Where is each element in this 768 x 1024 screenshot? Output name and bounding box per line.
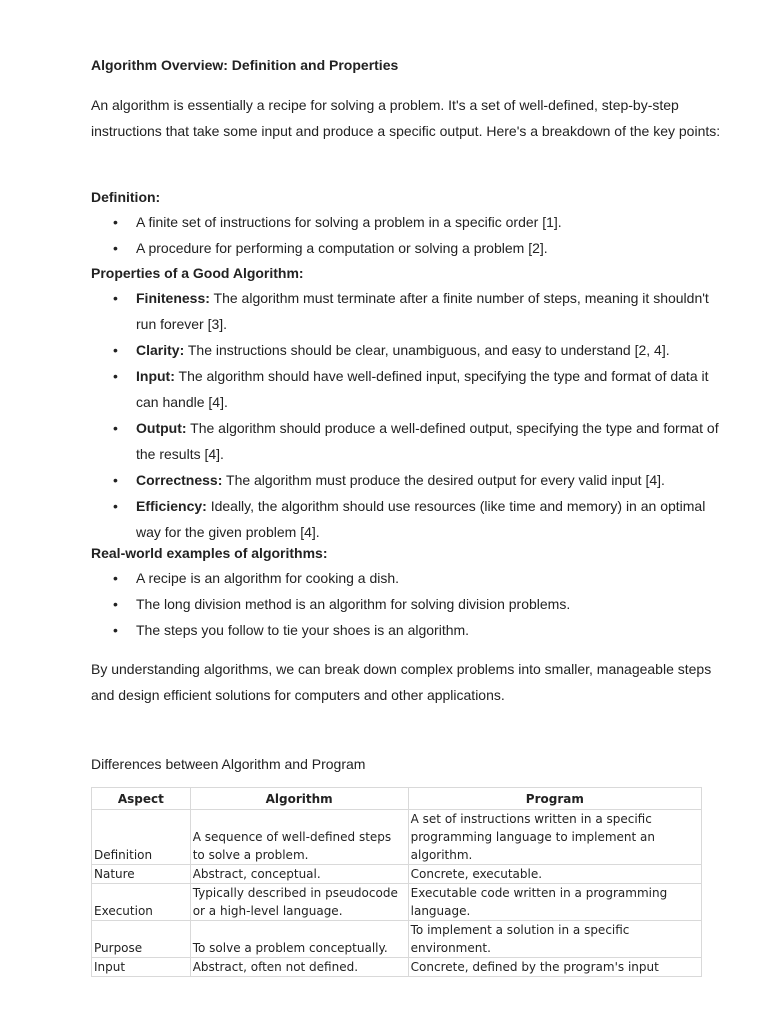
table-cell: Execution: [92, 884, 191, 921]
list-item: [91, 415, 721, 467]
table-cell: Concrete, executable.: [408, 865, 701, 884]
intro-paragraph: An algorithm is essentially a recipe for solving a problem. It's a set of well-defined, step-by-step instructions that take some input and produce a specific output. Here's a breakdown of the key points:: [91, 97, 721, 139]
document-title: Algorithm Overview: Definition and Properties: [91, 57, 399, 73]
table-cell: To solve a problem conceptually.: [190, 921, 408, 958]
list-item: • The steps you follow to tie your shoes is an algorithm.: [91, 617, 721, 643]
table-cell: Nature: [92, 865, 191, 884]
table-cell: Abstract, often not defined.: [190, 958, 408, 977]
property-text: Ideally, the algorithm should use resources (like time and memory) in an optimal way for the given problem [4].: [136, 498, 706, 540]
list-item: • The long division method is an algorithm for solving division problems.: [91, 591, 721, 617]
properties-heading: Properties of a Good Algorithm:: [91, 265, 304, 281]
list-item: [91, 337, 721, 363]
table-cell: Concrete, defined by the program's input: [408, 958, 701, 977]
list-item: [91, 285, 721, 337]
table-cell: A set of instructions written in a specific programming language to implement an algorithm.: [408, 810, 701, 865]
comparison-table: [91, 787, 702, 977]
examples-heading: Real-world examples of algorithms:: [91, 545, 328, 561]
table-caption: Differences between Algorithm and Program: [91, 756, 366, 772]
property-term: Input:: [136, 368, 175, 384]
property-text: The algorithm must produce the desired output for every valid input [4].: [222, 472, 665, 488]
definition-heading: Definition:: [91, 189, 161, 205]
list-item: [91, 493, 721, 545]
table-cell: Definition: [92, 810, 191, 865]
property-text: The algorithm must terminate after a finite number of steps, meaning it shouldn't run forever [3].: [136, 290, 709, 332]
table-cell: A sequence of well-defined steps to solve a problem.: [190, 810, 408, 865]
property-text: The algorithm should produce a well-defined output, specifying the type and format of the results [4].: [136, 420, 719, 462]
table-cell: Purpose: [92, 921, 191, 958]
table-cell: Input: [92, 958, 191, 977]
table-row: [92, 810, 702, 865]
table-row: [92, 865, 702, 884]
property-text: The algorithm should have well-defined input, specifying the type and format of data it can handle [4].: [136, 368, 709, 410]
properties-list: [91, 285, 721, 545]
column-header-aspect: Aspect: [92, 788, 191, 810]
table-header-row: [92, 788, 702, 810]
table-row: [92, 884, 702, 921]
list-item: [91, 467, 721, 493]
table-cell: To implement a solution in a specific environment.: [408, 921, 701, 958]
definition-list: [91, 209, 721, 261]
property-term: Finiteness:: [136, 290, 210, 306]
table-row: [92, 921, 702, 958]
property-term: Efficiency:: [136, 498, 207, 514]
list-item: • A recipe is an algorithm for cooking a dish.: [91, 565, 721, 591]
list-item: [91, 363, 721, 415]
property-term: Correctness:: [136, 472, 223, 488]
column-header-algorithm: Algorithm: [190, 788, 408, 810]
property-term: Output:: [136, 420, 187, 436]
list-item: • A procedure for performing a computation or solving a problem [2].: [91, 235, 721, 261]
table-row: [92, 958, 702, 977]
property-term: Clarity:: [136, 342, 185, 358]
table-cell: Executable code written in a programming language.: [408, 884, 701, 921]
conclusion-paragraph: By understanding algorithms, we can break down complex problems into smaller, manageable steps and design efficient solutions for computers and other applications.: [91, 661, 712, 703]
property-text: The instructions should be clear, unambiguous, and easy to understand [2, 4].: [184, 342, 670, 358]
table-cell: Typically described in pseudocode or a high-level language.: [190, 884, 408, 921]
column-header-program: Program: [408, 788, 701, 810]
list-item: • A finite set of instructions for solving a problem in a specific order [1].: [91, 209, 721, 235]
examples-list: [91, 565, 721, 643]
table-cell: Abstract, conceptual.: [190, 865, 408, 884]
